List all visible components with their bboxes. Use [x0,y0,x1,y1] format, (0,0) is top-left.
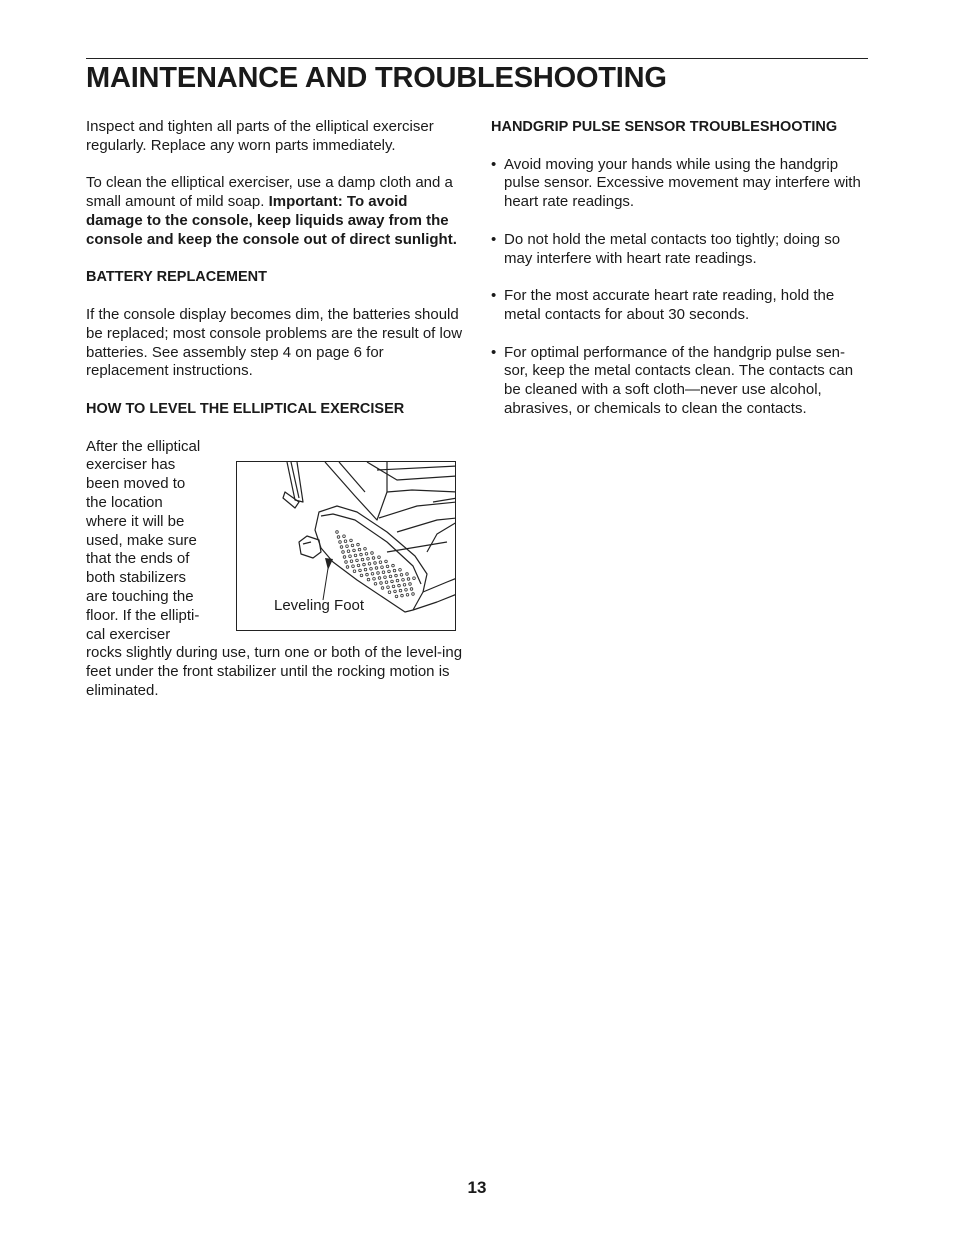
grip-dot [367,578,370,581]
level-heading: HOW TO LEVEL THE ELLIPTICAL EXERCISER [86,400,405,417]
grip-dot [409,583,412,586]
grip-dot [350,539,353,542]
grip-dot [343,535,346,538]
grip-dot [343,556,346,559]
grip-dot [385,581,388,584]
grip-dot [359,569,362,572]
grip-dot [378,556,381,559]
grip-dot [389,575,392,578]
grip-dot [388,591,391,594]
right-column [491,118,869,419]
grip-dot [371,573,374,576]
grip-dot [399,569,402,572]
grip-dot [391,580,394,583]
cleaning-paragraph [86,174,464,249]
bullet-text: Avoid moving your hands while using the handgrip pulse sensor. Excessive movement may interfere with heart rate readings. [504,155,861,211]
list-item [491,156,869,212]
page-title: MAINTENANCE AND TROUBLESHOOTING [86,62,667,94]
grip-dot [358,548,361,551]
grip-dot [403,584,406,587]
grip-dot [381,566,384,569]
grip-dot [377,572,380,575]
level-line: After the elliptical [86,437,201,455]
grip-dot [401,594,404,597]
level-line: exerciser has [86,456,176,474]
bullet-icon: • [491,230,497,248]
level-line: are touching the [86,587,194,605]
grip-dot [363,563,366,566]
grip-dot [375,567,378,570]
grip-dot [412,593,415,596]
grip-dot [357,543,360,546]
grip-dot [373,578,376,581]
list-item [491,287,869,325]
grip-dot [393,569,396,572]
leveling-foot-label: Leveling Foot [274,597,365,614]
grip-dot [361,558,364,561]
grip-dot [392,564,395,567]
grip-dot [371,552,374,555]
title-rule [86,58,868,59]
handgrip-heading: HANDGRIP PULSE SENSOR TROUBLESHOOTING [491,119,838,135]
level-line: used, make sure [86,531,197,549]
level-line: where it will be [86,512,185,530]
grip-dot [406,594,409,597]
grip-dot [407,578,410,581]
level-line: been moved to [86,475,186,493]
grip-dot [356,559,359,562]
bullet-text: For optimal performance of the handgrip pulse sen-sor, keep the metal contacts clean. The contacts can be cleaned with a soft cloth—never use alcohol, abrasives, or chemicals to clean the contacts. [504,343,854,417]
grip-dot [346,566,349,569]
level-line: cal exerciser [86,625,171,643]
level-paragraph-rest: rocks slightly during use, turn one or both of the level-ing feet under the front stabilizer until the rocking motion is eliminated. [86,644,463,699]
level-line: floor. If the ellipti- [86,606,200,624]
grip-dot [364,548,367,551]
level-wrapped-text [86,438,211,645]
grip-dot [400,574,403,577]
level-line: the location [86,493,163,511]
battery-heading: BATTERY REPLACEMENT [86,269,267,286]
grip-dot [399,589,402,592]
grip-dot [395,595,398,598]
bullet-icon: • [491,287,497,305]
grip-dot [367,558,370,561]
grip-dot [392,585,395,588]
grip-dot [353,549,356,552]
leveling-foot-illustration [236,461,456,631]
grip-dot [340,546,343,549]
grip-dot [350,560,353,563]
grip-dot [398,584,401,587]
bullet-text: For the most accurate heart rate reading, hold the metal contacts for about 30 seconds. [504,287,835,323]
grip-dot [364,568,367,571]
list-item [491,231,869,269]
grip-dot [360,553,363,556]
bullet-icon: • [491,155,497,173]
cleaning-text: To clean the elliptical exerciser, use a damp cloth and a small amount of mild soap. [86,174,453,211]
grip-dot [394,590,397,593]
grip-dot [410,588,413,591]
cleaning-warning: Important: To avoid damage to the console, keep liquids away from the console and keep the console out of direct sunlight. [86,193,457,248]
grip-dot [370,568,373,571]
grip-dot [374,562,377,565]
grip-dot [346,545,349,548]
grip-dot [413,577,416,580]
grip-dot [388,570,391,573]
list-item [491,344,869,419]
level-line: that the ends of [86,550,190,568]
grip-dot [342,551,345,554]
grip-dot [357,564,360,567]
grip-dot [405,589,408,592]
grip-dot [395,574,398,577]
grip-dot [385,560,388,563]
grip-dot [352,565,355,568]
grip-dot [349,555,352,558]
grip-dot [402,579,405,582]
bullet-text: Do not hold the metal contacts too tightly; doing so may interfere with heart rate readings. [504,230,841,267]
grip-dot [386,565,389,568]
grip-dot [337,536,340,539]
grip-dot [339,541,342,544]
grip-dot [379,561,382,564]
page-number: 13 [467,1178,487,1197]
grip-dot [347,550,350,553]
bullet-icon: • [491,343,497,361]
grip-dot [366,573,369,576]
grip-dot [344,540,347,543]
grip-dot [365,553,368,556]
grip-dot [396,579,399,582]
grip-dot [351,544,354,547]
grip-dot [353,570,356,573]
grip-dot [406,573,409,576]
grip-dot [384,576,387,579]
grip-dot [336,531,339,534]
grip-dot [374,583,377,586]
grip-dot [372,557,375,560]
grip-dot [360,574,363,577]
grip-dot [382,571,385,574]
battery-paragraph: If the console display becomes dim, the batteries should be replaced; most console problems are the result of low batteries. See assembly step 4 on page 6 for replacement instructions. [86,305,463,380]
grip-dot [378,577,381,580]
grip-dot [368,563,371,566]
grip-dot [387,586,390,589]
grip-dot [345,561,348,564]
grip-dot [354,554,357,557]
level-line: both stabilizers [86,569,187,587]
intro-paragraph: Inspect and tighten all parts of the elliptical exerciser regularly. Replace any worn parts immediately. [86,118,434,154]
grip-dot [381,587,384,590]
grip-dot [380,582,383,585]
